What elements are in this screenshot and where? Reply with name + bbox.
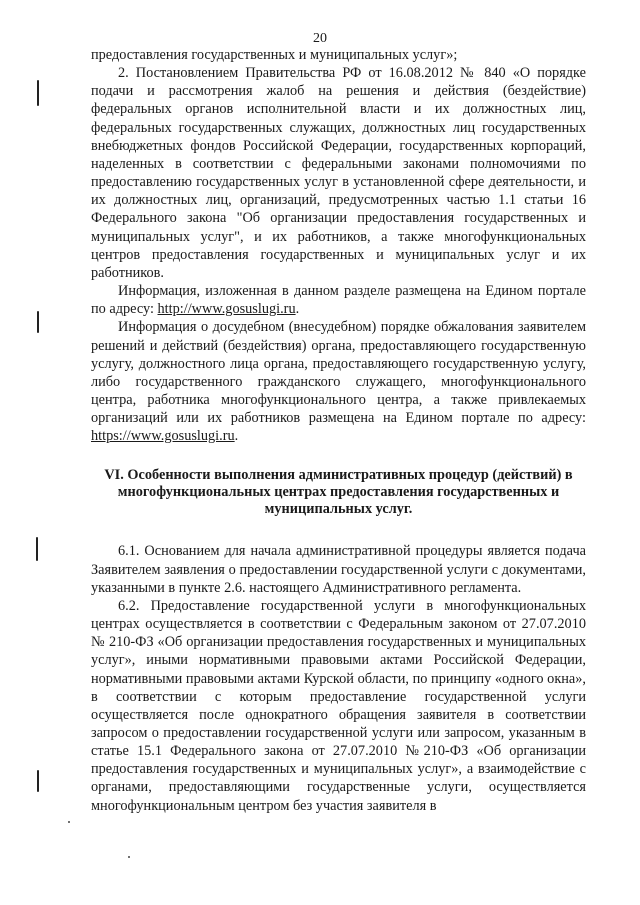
scan-speck: [128, 856, 130, 858]
margin-mark: [36, 537, 38, 561]
scan-speck: [68, 821, 70, 823]
page-number: 20: [313, 31, 327, 46]
margin-mark: [37, 80, 39, 106]
paragraph-end: .: [295, 301, 300, 318]
paragraph-6-1: 6.1. Основанием для начала административной процедуры является подача Заявителем заявления о предоставлении государственной услуги с документами, указанными в пункте 2.6. настоящего Административного регламента.: [91, 543, 586, 596]
section-heading: VI. Особенности выполнения административных процедур (действий) в многофункциональных центрах предоставления государственных и муниципальных услуг.: [104, 467, 573, 518]
margin-mark: [37, 311, 39, 333]
margin-mark: [37, 770, 39, 792]
paragraph-continuation: предоставления государственных и муниципальных услуг»;: [91, 47, 458, 63]
paragraph-text: Информация, изложенная в данном разделе размещена на Едином портале по адресу:: [91, 283, 586, 318]
paragraph-portal-info: [91, 282, 586, 318]
paragraph-end: .: [234, 428, 239, 445]
document-body: [91, 46, 586, 815]
paragraph-pretrial-info: [91, 318, 586, 445]
paragraph-6-2: 6.2. Предоставление государственной услуги в многофункциональных центрах осуществляется в соответствии с Федеральным законом от 27.07.2010 № 210-ФЗ «Об организации предоставления государственных и муниципальных услуг», иными нормативными правовыми актами Российской Федерации, нормативными правовыми актами Курской области, по принципу «одного окна», в соответствии с которым предоставление государственной услуги осуществляется после однократного обращения заявителя в соответствии запросом о предоставлении государственной услуги или запросом, указанным в статье 15.1 Федерального закона от 27.07.2010 №210-ФЗ «Об организации предоставления государственных и муниципальных услуг», а взаимодействие с органами, предоставляющими государственные услуги, осуществляется многофункциональным центром без участия заявителя в: [91, 597, 586, 814]
paragraph-resolution-840: 2. Постановлением Правительства РФ от 16.08.2012 № 840 «О порядке подачи и рассмотрения жалоб на решения и действия (бездействие) федеральных органов исполнительной власти и их должностных лиц, федеральных государственных служащих, должностных лиц государственных внебюджетных фондов Российской Федерации, государственных корпораций, наделенных в соответствии с федеральными законами полномочиями по предоставлению государственных услуг в установленной сфере деятельности, и их должностных лиц, организаций, предусмотренных частью 1.1 статьи 16 Федерального закона "Об организации предоставления государственных и муниципальных услуг", и их работников, а также многофункциональных центров предоставления государственных и муниципальных услуг и их работников.: [91, 65, 586, 281]
portal-link[interactable]: http://www.gosuslugi.ru: [157, 301, 296, 318]
paragraph-text: Информация о досудебном (внесудебном) порядке обжалования заявителем решений и действий (бездействия) органа, предоставляющего государственную услугу, должностного лица органа, предоставляющего государственную услугу, либо государственного гражданского служащего, многофункционального центра, работника многофункционального центра, а также привлекаемых организаций или их работников размещена на Едином портале по адресу:: [91, 319, 586, 427]
portal-link-https[interactable]: https://www.gosuslugi.ru: [91, 428, 235, 445]
